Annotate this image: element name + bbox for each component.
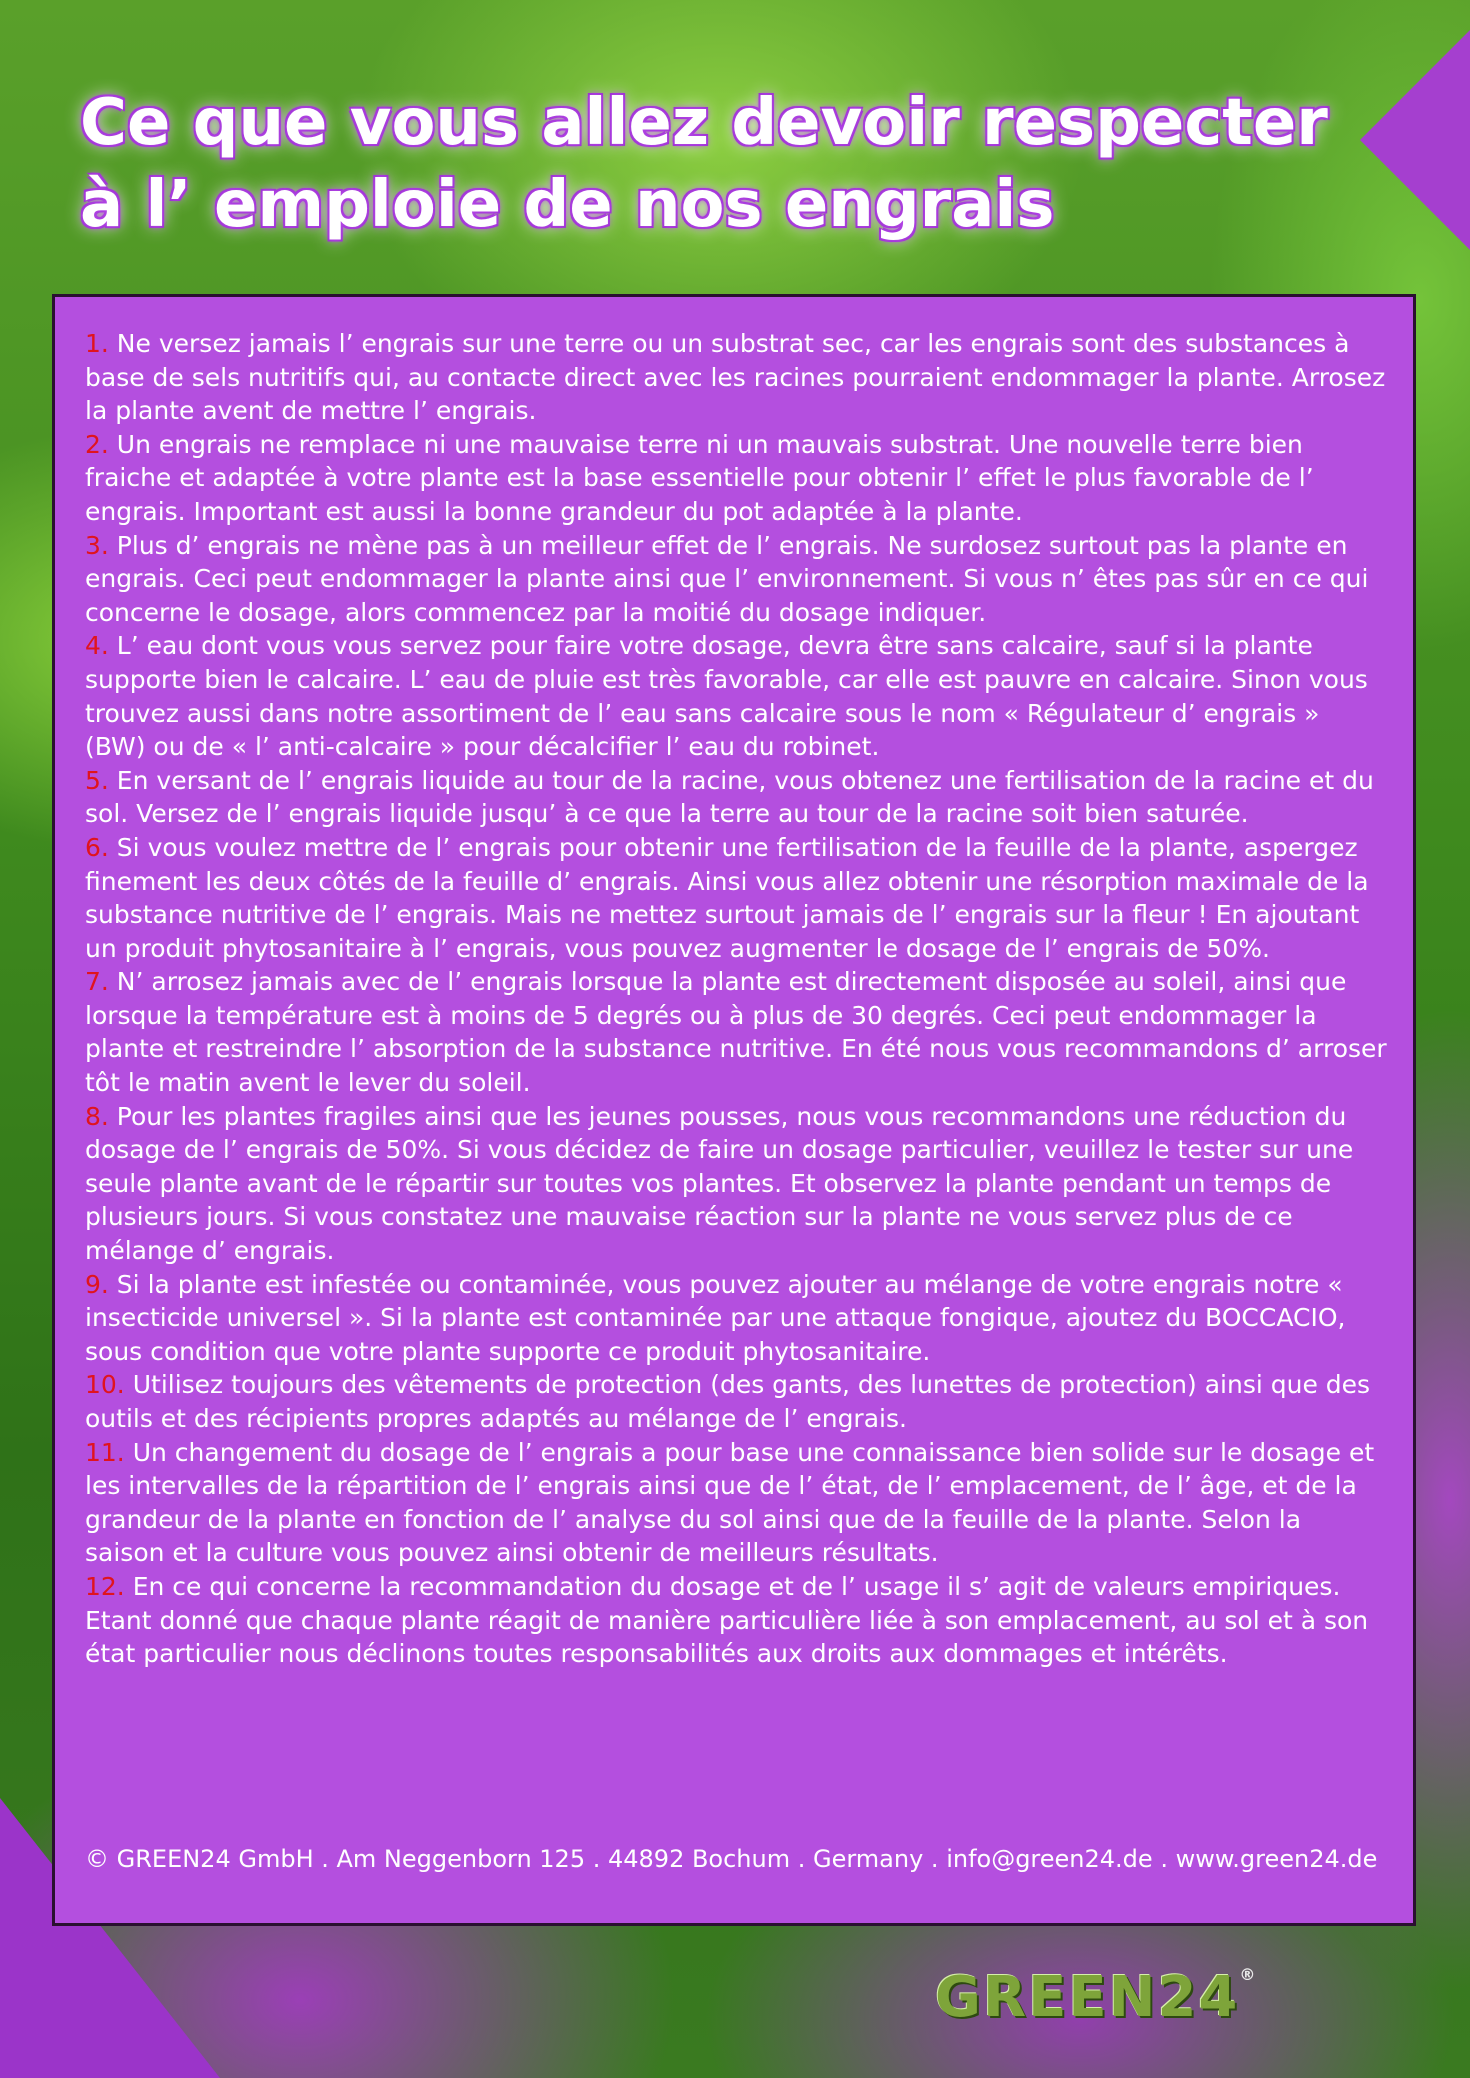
rule-number: 10. (85, 1370, 125, 1400)
rule-item (85, 965, 1387, 1099)
logo-text: GREEN24 (935, 1965, 1240, 2030)
rule-text: En versant de l’ engrais liquide au tour de la racine, vous obtenez une fertilisation de la racine et du sol. Versez de l’ engrais liquide jusqu’ à ce que la terre au tour de la racine soit bien saturée. (85, 765, 1374, 829)
registered-mark: ® (1239, 1965, 1258, 1984)
rule-item (85, 1570, 1387, 1671)
rule-text: Plus d’ engrais ne mène pas à un meilleur effet de l’ engrais. Ne surdosez surtout pas la plante en engrais. Ceci peut endommager la plante ainsi que l’ environnement. Si vous n’ êtes pas sûr en ce qui concerne le dosage, alors commencez par la moitié du dosage indiquer. (85, 530, 1369, 627)
rule-text: En ce qui concerne la recommandation du dosage et de l’ usage il s’ agit de valeurs empiriques. Etant donné que chaque plante réagit de manière particulière liée à son emplacement, au sol et à son état particulier nous déclinons toutes responsabilités aux droits aux dommages et intérêts. (85, 1571, 1369, 1669)
rule-text: Si vous voulez mettre de l’ engrais pour obtenir une fertilisation de la feuille de la plante, aspergez finement les deux côtés de la feuille d’ engrais. Ainsi vous allez obtenir une résorption maximale de la substance nutritive de l’ engrais. Mais ne mettez surtout jamais de l’ engrais sur la fleur ! En ajoutant un produit phytosanitaire à l’ engrais, vous pouvez augmenter le dosage de l’ engrais de 50%. (85, 832, 1369, 963)
rule-text: Si la plante est infestée ou contaminée, vous pouvez ajouter au mélange de votre engrais notre « insecticide universel ». Si la plante est contaminée par une attaque fongique, ajoutez du BOCCACIO, sous condition que votre plante supporte ce produit phytosanitaire. (85, 1269, 1346, 1366)
rule-item (85, 1268, 1387, 1369)
rule-number: 2. (85, 429, 109, 459)
rule-text: L’ eau dont vous vous servez pour faire votre dosage, devra être sans calcaire, sauf si la plante supporte bien le calcaire. L’ eau de pluie est très favorable, car elle est pauvre en calcaire. Sinon vous trouvez aussi dans notre assortiment de l’ eau sans calcaire sous le nom « Régulateur d’ engrais » (BW) ou de « l’ anti-calcaire » pour décalcifier l’ eau du robinet. (85, 631, 1368, 762)
rule-number: 5. (85, 765, 109, 795)
rule-number: 9. (85, 1269, 109, 1299)
rule-text: Pour les plantes fragiles ainsi que les jeunes pousses, nous vous recommandons une réduction du dosage de l’ engrais de 50%. Si vous décidez de faire un dosage particulier, veuillez le tester sur une seule plante avant de le répartir sur toutes vos plantes. Et observez la plante pendant un temps de plusieurs jours. Si vous constatez une mauvaise réaction sur la plante ne vous servez plus de ce mélange d’ engrais. (85, 1101, 1354, 1266)
rule-text: Un changement du dosage de l’ engrais a pour base une connaissance bien solide sur le dosage et les intervalles de la répartition de l’ engrais ainsi que de l’ état, de l’ emplacement, de l’ âge, et de la grandeur de la plante en fonction de l’ analyse du sol ainsi que de la feuille de la plante. Selon la saison et la culture vous pouvez ainsi obtenir de meilleurs résultats. (85, 1437, 1375, 1568)
rule-item (85, 428, 1387, 529)
rule-item (85, 831, 1387, 965)
rules-list (85, 327, 1387, 1671)
rule-number: 11. (85, 1437, 125, 1467)
rule-item (85, 629, 1387, 763)
company-footer: © GREEN24 GmbH . Am Neggenborn 125 . 44892 Bochum . Germany . info@green24.de . www.green24.de (85, 1845, 1378, 1873)
rule-item (85, 529, 1387, 630)
rule-text: Utilisez toujours des vêtements de protection (des gants, des lunettes de protection) ainsi que des outils et des récipients propres adaptés au mélange de l’ engrais. (85, 1370, 1371, 1433)
rule-number: 12. (85, 1571, 125, 1601)
rule-text: Un engrais ne remplace ni une mauvaise terre ni un mauvais substrat. Une nouvelle terre bien fraiche et adaptée à votre plante est la base essentielle pour obtenir l’ effet le plus favorable de l’ engrais. Important est aussi la bonne grandeur du pot adaptée à la plante. (85, 429, 1314, 526)
rule-item (85, 1436, 1387, 1570)
rule-number: 7. (85, 967, 109, 997)
rule-text: N’ arrosez jamais avec de l’ engrais lorsque la plante est directement disposée au soleil, ainsi que lorsque la température est à moins de 5 degrés ou à plus de 30 degrés. Ceci peut endommager la plante et restreindre l’ absorption de la substance nutritive. En été nous vous recommandons d’ arroser tôt le matin avent le lever du soleil. (85, 967, 1387, 1098)
title-line-1: Ce que vous allez devoir respecter (80, 86, 1328, 160)
rule-item (85, 327, 1387, 428)
rule-item (85, 764, 1387, 831)
brand-logo (935, 1965, 1257, 2030)
rule-number: 4. (85, 631, 109, 661)
rule-text: Ne versez jamais l’ engrais sur une terre ou un substrat sec, car les engrais sont des substances à base de sels nutritifs qui, au contacte direct avec les racines pourraient endommager la plante. Arrosez la plante avent de mettre l’ engrais. (85, 329, 1386, 426)
instructions-panel (52, 294, 1416, 1926)
rule-item (85, 1100, 1387, 1268)
page-title (80, 82, 1380, 246)
rule-number: 8. (85, 1101, 109, 1131)
rule-number: 1. (85, 329, 109, 358)
title-line-2: à l’ emploie de nos engrais (80, 168, 1055, 242)
rule-number: 6. (85, 832, 109, 862)
rule-item (85, 1368, 1387, 1435)
rule-number: 3. (85, 530, 109, 560)
